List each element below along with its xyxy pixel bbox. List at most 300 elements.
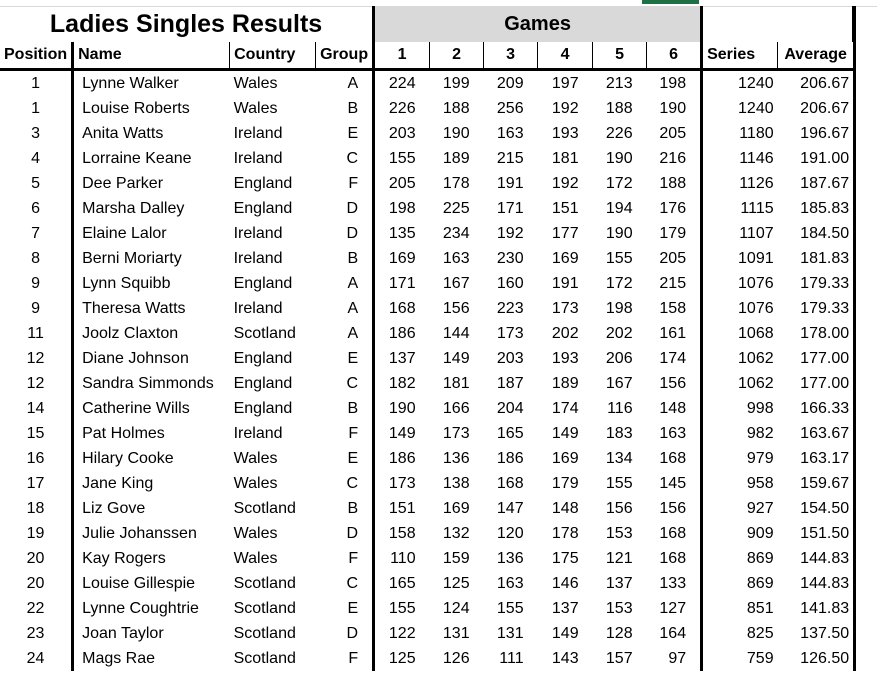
position-cell[interactable]: 1 [0, 70, 73, 97]
country-cell[interactable]: Scotland [233, 575, 296, 592]
game-4-cell[interactable]: 177 [551, 225, 579, 242]
game-2-cell[interactable]: 159 [442, 550, 470, 567]
game-5-cell[interactable]: 156 [605, 500, 633, 517]
name-cell[interactable]: Louise Gillespie [82, 575, 196, 592]
series-cell[interactable]: 1076 [738, 275, 774, 292]
group-cell[interactable]: F [316, 546, 374, 571]
game-5-cell[interactable]: 188 [605, 100, 633, 117]
game-2-cell[interactable]: 126 [442, 650, 470, 667]
group-cell[interactable]: D [316, 521, 374, 546]
game-1-cell[interactable]: 168 [388, 300, 416, 317]
header-group[interactable]: Group [316, 42, 374, 70]
game-1-cell[interactable]: 198 [388, 200, 416, 217]
game-2-cell[interactable]: 188 [442, 100, 470, 117]
game-6-cell[interactable]: 188 [647, 171, 702, 196]
game-6-cell[interactable]: 198 [647, 70, 702, 97]
position-cell[interactable]: 17 [0, 471, 73, 496]
game-6-cell[interactable]: 168 [647, 546, 702, 571]
game-5-cell[interactable]: 153 [605, 525, 633, 542]
game-5-cell[interactable]: 206 [605, 350, 633, 367]
average-cell[interactable]: 187.67 [778, 171, 855, 196]
series-cell[interactable]: 1062 [738, 375, 774, 392]
game-4-cell[interactable]: 179 [551, 475, 579, 492]
game-6-cell[interactable]: 156 [647, 371, 702, 396]
name-cell[interactable]: Berni Moriarty [82, 250, 182, 267]
game-3-cell[interactable]: 163 [496, 125, 524, 142]
series-cell[interactable]: 1091 [738, 250, 774, 267]
game-1-cell[interactable]: 190 [388, 400, 416, 417]
game-2-cell[interactable]: 199 [442, 75, 470, 92]
game-1-cell[interactable]: 224 [388, 75, 416, 92]
name-cell[interactable]: Louise Roberts [82, 100, 190, 117]
game-6-cell[interactable]: 215 [647, 271, 702, 296]
position-cell[interactable]: 18 [0, 496, 73, 521]
name-cell[interactable]: Marsha Dalley [82, 200, 185, 217]
header-average[interactable]: Average [778, 42, 855, 70]
country-cell[interactable]: Wales [233, 450, 278, 467]
average-cell[interactable]: 184.50 [778, 221, 855, 246]
name-cell[interactable]: Joan Taylor [82, 625, 164, 642]
game-2-cell[interactable]: 169 [442, 500, 470, 517]
average-cell[interactable]: 151.50 [778, 521, 855, 546]
country-cell[interactable]: Scotland [233, 500, 296, 517]
group-cell[interactable]: C [316, 371, 374, 396]
series-cell[interactable]: 869 [746, 550, 774, 567]
game-6-cell[interactable]: 161 [647, 321, 702, 346]
game-1-cell[interactable]: 182 [388, 375, 416, 392]
country-cell[interactable]: Ireland [233, 125, 283, 142]
game-6-cell[interactable]: 158 [647, 296, 702, 321]
game-5-cell[interactable]: 194 [605, 200, 633, 217]
game-2-cell[interactable]: 132 [442, 525, 470, 542]
average-cell[interactable]: 177.00 [778, 371, 855, 396]
country-cell[interactable]: Ireland [233, 425, 283, 442]
country-cell[interactable]: Wales [233, 525, 278, 542]
group-cell[interactable]: B [316, 96, 374, 121]
game-5-cell[interactable]: 167 [605, 375, 633, 392]
header-name[interactable]: Name [73, 42, 230, 70]
group-cell[interactable]: F [316, 646, 374, 671]
name-cell[interactable]: Lynne Walker [82, 75, 179, 92]
game-4-cell[interactable]: 192 [551, 100, 579, 117]
position-cell[interactable]: 6 [0, 196, 73, 221]
series-cell[interactable]: 909 [746, 525, 774, 542]
game-5-cell[interactable]: 213 [605, 75, 633, 92]
game-5-cell[interactable]: 155 [605, 475, 633, 492]
name-cell[interactable]: Theresa Watts [82, 300, 186, 317]
name-cell[interactable]: Joolz Claxton [82, 325, 179, 342]
name-cell[interactable]: Kay Rogers [82, 550, 166, 567]
position-cell[interactable]: 9 [0, 271, 73, 296]
game-1-cell[interactable]: 226 [388, 100, 416, 117]
average-cell[interactable]: 191.00 [778, 146, 855, 171]
game-6-cell[interactable]: 168 [647, 446, 702, 471]
name-cell[interactable]: Julie Johanssen [82, 525, 197, 542]
group-cell[interactable]: D [316, 221, 374, 246]
position-cell[interactable]: 4 [0, 146, 73, 171]
series-cell[interactable]: 1107 [739, 225, 774, 242]
group-cell[interactable]: B [316, 396, 374, 421]
series-cell[interactable]: 1180 [739, 125, 774, 142]
position-cell[interactable]: 5 [0, 171, 73, 196]
country-cell[interactable]: England [233, 275, 293, 292]
group-cell[interactable]: A [316, 70, 374, 97]
game-1-cell[interactable]: 137 [388, 350, 416, 367]
game-4-cell[interactable]: 197 [551, 75, 579, 92]
game-3-cell[interactable]: 136 [496, 550, 524, 567]
game-1-cell[interactable]: 125 [388, 650, 416, 667]
average-cell[interactable]: 181.83 [778, 246, 855, 271]
name-cell[interactable]: Lynn Squibb [82, 275, 171, 292]
game-3-cell[interactable]: 120 [496, 525, 524, 542]
game-5-cell[interactable]: 121 [605, 550, 633, 567]
name-cell[interactable]: Lynne Coughtrie [82, 600, 199, 617]
position-cell[interactable]: 3 [0, 121, 73, 146]
game-3-cell[interactable]: 204 [496, 400, 524, 417]
game-3-cell[interactable]: 215 [496, 150, 524, 167]
game-1-cell[interactable]: 135 [388, 225, 416, 242]
country-cell[interactable]: England [233, 400, 293, 417]
average-cell[interactable]: 159.67 [778, 471, 855, 496]
game-1-cell[interactable]: 169 [388, 250, 416, 267]
average-cell[interactable]: 166.33 [778, 396, 855, 421]
position-cell[interactable]: 20 [0, 571, 73, 596]
games-header[interactable]: Games [374, 6, 702, 42]
average-cell[interactable]: 144.83 [778, 546, 855, 571]
game-6-cell[interactable]: 164 [647, 621, 702, 646]
game-6-cell[interactable]: 176 [647, 196, 702, 221]
game-5-cell[interactable]: 137 [605, 575, 633, 592]
game-3-cell[interactable]: 163 [496, 575, 524, 592]
series-cell[interactable]: 1126 [739, 175, 774, 192]
game-6-cell[interactable]: 127 [647, 596, 702, 621]
country-cell[interactable]: Wales [233, 75, 278, 92]
game-3-cell[interactable]: 256 [496, 100, 524, 117]
name-cell[interactable]: Mags Rae [82, 650, 156, 667]
game-3-cell[interactable]: 111 [499, 650, 524, 667]
game-4-cell[interactable]: 202 [551, 325, 579, 342]
header-game-6[interactable]: 6 [647, 42, 702, 70]
average-cell[interactable]: 179.33 [778, 271, 855, 296]
game-3-cell[interactable]: 147 [496, 500, 524, 517]
game-3-cell[interactable]: 230 [496, 250, 524, 267]
game-3-cell[interactable]: 191 [496, 175, 524, 192]
name-cell[interactable]: Elaine Lalor [82, 225, 167, 242]
country-cell[interactable]: Scotland [233, 600, 296, 617]
country-cell[interactable]: Wales [233, 475, 278, 492]
position-cell[interactable]: 12 [0, 371, 73, 396]
game-4-cell[interactable]: 173 [551, 300, 579, 317]
game-6-cell[interactable]: 97 [647, 646, 702, 671]
game-2-cell[interactable]: 156 [442, 300, 470, 317]
group-cell[interactable]: E [316, 121, 374, 146]
series-cell[interactable]: 927 [746, 500, 774, 517]
country-cell[interactable]: England [233, 200, 293, 217]
game-6-cell[interactable]: 216 [647, 146, 702, 171]
game-2-cell[interactable]: 138 [442, 475, 470, 492]
game-5-cell[interactable]: 116 [607, 400, 633, 417]
game-4-cell[interactable]: 191 [551, 275, 579, 292]
position-cell[interactable]: 15 [0, 421, 73, 446]
game-6-cell[interactable]: 205 [647, 121, 702, 146]
name-cell[interactable]: Diane Johnson [82, 350, 189, 367]
game-4-cell[interactable]: 149 [551, 625, 579, 642]
game-3-cell[interactable]: 155 [496, 600, 524, 617]
header-game-2[interactable]: 2 [430, 42, 484, 70]
group-cell[interactable]: A [316, 296, 374, 321]
header-game-1[interactable]: 1 [374, 42, 430, 70]
game-4-cell[interactable]: 137 [551, 600, 579, 617]
game-6-cell[interactable]: 163 [647, 421, 702, 446]
group-cell[interactable]: A [316, 271, 374, 296]
game-2-cell[interactable]: 124 [442, 600, 470, 617]
game-1-cell[interactable]: 110 [390, 550, 416, 567]
name-cell[interactable]: Anita Watts [82, 125, 164, 142]
game-4-cell[interactable]: 192 [551, 175, 579, 192]
game-2-cell[interactable]: 166 [442, 400, 470, 417]
game-1-cell[interactable]: 158 [388, 525, 416, 542]
game-4-cell[interactable]: 148 [551, 500, 579, 517]
game-6-cell[interactable]: 148 [647, 396, 702, 421]
game-2-cell[interactable]: 190 [442, 125, 470, 142]
game-5-cell[interactable]: 128 [605, 625, 633, 642]
game-3-cell[interactable]: 160 [496, 275, 524, 292]
group-cell[interactable]: C [316, 471, 374, 496]
average-cell[interactable]: 126.50 [778, 646, 855, 671]
game-2-cell[interactable]: 167 [442, 275, 470, 292]
game-1-cell[interactable]: 205 [388, 175, 416, 192]
game-4-cell[interactable]: 178 [551, 525, 579, 542]
series-cell[interactable]: 1115 [740, 200, 774, 217]
country-cell[interactable]: Scotland [233, 625, 296, 642]
game-2-cell[interactable]: 189 [442, 150, 470, 167]
series-cell[interactable]: 1240 [738, 100, 774, 117]
page-title[interactable]: Ladies Singles Results [49, 10, 323, 38]
blank-header-cell[interactable] [702, 6, 855, 42]
series-cell[interactable]: 1068 [738, 325, 774, 342]
game-6-cell[interactable]: 174 [647, 346, 702, 371]
group-cell[interactable]: D [316, 196, 374, 221]
game-4-cell[interactable]: 193 [551, 125, 579, 142]
game-6-cell[interactable]: 205 [647, 246, 702, 271]
country-cell[interactable]: Scotland [233, 650, 296, 667]
header-game-3[interactable]: 3 [484, 42, 538, 70]
series-cell[interactable]: 825 [746, 625, 774, 642]
group-cell[interactable]: C [316, 571, 374, 596]
game-3-cell[interactable]: 171 [496, 200, 524, 217]
header-country[interactable]: Country [230, 42, 316, 70]
game-5-cell[interactable]: 183 [605, 425, 633, 442]
game-5-cell[interactable]: 172 [605, 175, 633, 192]
game-2-cell[interactable]: 144 [442, 325, 470, 342]
position-cell[interactable]: 12 [0, 346, 73, 371]
country-cell[interactable]: Ireland [233, 150, 283, 167]
average-cell[interactable]: 137.50 [778, 621, 855, 646]
group-cell[interactable]: D [316, 621, 374, 646]
series-cell[interactable]: 869 [746, 575, 774, 592]
name-cell[interactable]: Hilary Cooke [82, 450, 174, 467]
game-2-cell[interactable]: 136 [442, 450, 470, 467]
series-cell[interactable]: 1240 [738, 75, 774, 92]
position-cell[interactable]: 19 [0, 521, 73, 546]
game-5-cell[interactable]: 157 [605, 650, 633, 667]
header-game-4[interactable]: 4 [538, 42, 593, 70]
position-cell[interactable]: 16 [0, 446, 73, 471]
game-6-cell[interactable]: 168 [647, 521, 702, 546]
game-3-cell[interactable]: 173 [496, 325, 524, 342]
average-cell[interactable]: 185.83 [778, 196, 855, 221]
game-2-cell[interactable]: 178 [442, 175, 470, 192]
game-4-cell[interactable]: 189 [551, 375, 579, 392]
game-3-cell[interactable]: 131 [496, 625, 524, 642]
country-cell[interactable]: England [233, 375, 293, 392]
series-cell[interactable]: 982 [746, 425, 774, 442]
average-cell[interactable]: 144.83 [778, 571, 855, 596]
position-cell[interactable]: 23 [0, 621, 73, 646]
game-3-cell[interactable]: 192 [496, 225, 524, 242]
game-1-cell[interactable]: 151 [388, 500, 416, 517]
game-4-cell[interactable]: 146 [551, 575, 579, 592]
average-cell[interactable]: 196.67 [778, 121, 855, 146]
series-cell[interactable]: 1076 [738, 300, 774, 317]
game-4-cell[interactable]: 175 [551, 550, 579, 567]
name-cell[interactable]: Pat Holmes [82, 425, 165, 442]
header-game-5[interactable]: 5 [593, 42, 647, 70]
game-5-cell[interactable]: 155 [605, 250, 633, 267]
header-position[interactable]: Position [0, 42, 73, 70]
series-cell[interactable]: 1146 [739, 150, 774, 167]
series-cell[interactable]: 851 [746, 600, 774, 617]
country-cell[interactable]: Scotland [233, 325, 296, 342]
position-cell[interactable]: 8 [0, 246, 73, 271]
game-5-cell[interactable]: 153 [605, 600, 633, 617]
country-cell[interactable]: Wales [233, 100, 278, 117]
header-series[interactable]: Series [702, 42, 778, 70]
game-2-cell[interactable]: 149 [442, 350, 470, 367]
group-cell[interactable]: E [316, 446, 374, 471]
series-cell[interactable]: 979 [746, 450, 774, 467]
game-6-cell[interactable]: 145 [647, 471, 702, 496]
game-3-cell[interactable]: 209 [496, 75, 524, 92]
game-4-cell[interactable]: 149 [551, 425, 579, 442]
game-2-cell[interactable]: 173 [442, 425, 470, 442]
average-cell[interactable]: 163.67 [778, 421, 855, 446]
average-cell[interactable]: 141.83 [778, 596, 855, 621]
game-2-cell[interactable]: 163 [442, 250, 470, 267]
name-cell[interactable]: Liz Gove [82, 500, 146, 517]
game-2-cell[interactable]: 131 [442, 625, 470, 642]
game-5-cell[interactable]: 190 [605, 150, 633, 167]
game-3-cell[interactable]: 223 [496, 300, 524, 317]
group-cell[interactable]: A [316, 321, 374, 346]
series-cell[interactable]: 998 [746, 400, 774, 417]
game-1-cell[interactable]: 165 [388, 575, 416, 592]
country-cell[interactable]: England [233, 350, 293, 367]
position-cell[interactable]: 20 [0, 546, 73, 571]
game-1-cell[interactable]: 155 [388, 150, 416, 167]
country-cell[interactable]: Ireland [233, 250, 283, 267]
game-3-cell[interactable]: 203 [496, 350, 524, 367]
game-2-cell[interactable]: 234 [442, 225, 470, 242]
position-cell[interactable]: 1 [0, 96, 73, 121]
country-cell[interactable]: Ireland [233, 225, 283, 242]
game-3-cell[interactable]: 168 [496, 475, 524, 492]
game-6-cell[interactable]: 190 [647, 96, 702, 121]
position-cell[interactable]: 11 [0, 321, 73, 346]
game-5-cell[interactable]: 226 [605, 125, 633, 142]
average-cell[interactable]: 206.67 [778, 96, 855, 121]
country-cell[interactable]: Ireland [233, 300, 283, 317]
group-cell[interactable]: E [316, 346, 374, 371]
group-cell[interactable]: F [316, 421, 374, 446]
game-4-cell[interactable]: 169 [551, 450, 579, 467]
name-cell[interactable]: Dee Parker [82, 175, 164, 192]
name-cell[interactable]: Jane King [82, 475, 154, 492]
game-4-cell[interactable]: 181 [551, 150, 579, 167]
game-6-cell[interactable]: 179 [647, 221, 702, 246]
game-5-cell[interactable]: 190 [605, 225, 633, 242]
group-cell[interactable]: F [316, 171, 374, 196]
position-cell[interactable]: 7 [0, 221, 73, 246]
game-6-cell[interactable]: 156 [647, 496, 702, 521]
position-cell[interactable]: 22 [0, 596, 73, 621]
series-cell[interactable]: 1062 [738, 350, 774, 367]
average-cell[interactable]: 206.67 [778, 70, 855, 97]
group-cell[interactable]: E [316, 596, 374, 621]
game-1-cell[interactable]: 171 [388, 275, 416, 292]
game-2-cell[interactable]: 125 [442, 575, 470, 592]
average-cell[interactable]: 154.50 [778, 496, 855, 521]
game-4-cell[interactable]: 193 [551, 350, 579, 367]
game-5-cell[interactable]: 134 [605, 450, 633, 467]
name-cell[interactable]: Catherine Wills [82, 400, 190, 417]
position-cell[interactable]: 24 [0, 646, 73, 671]
game-2-cell[interactable]: 225 [442, 200, 470, 217]
country-cell[interactable]: Wales [233, 550, 278, 567]
group-cell[interactable]: B [316, 496, 374, 521]
position-cell[interactable]: 9 [0, 296, 73, 321]
group-cell[interactable]: C [316, 146, 374, 171]
average-cell[interactable]: 163.17 [778, 446, 855, 471]
game-6-cell[interactable]: 133 [647, 571, 702, 596]
average-cell[interactable]: 179.33 [778, 296, 855, 321]
game-1-cell[interactable]: 186 [388, 450, 416, 467]
game-3-cell[interactable]: 186 [496, 450, 524, 467]
game-5-cell[interactable]: 202 [605, 325, 633, 342]
country-cell[interactable]: England [233, 175, 293, 192]
game-2-cell[interactable]: 181 [442, 375, 470, 392]
game-1-cell[interactable]: 186 [388, 325, 416, 342]
game-4-cell[interactable]: 169 [551, 250, 579, 267]
game-5-cell[interactable]: 198 [605, 300, 633, 317]
game-4-cell[interactable]: 143 [551, 650, 579, 667]
game-3-cell[interactable]: 187 [496, 375, 524, 392]
group-cell[interactable]: B [316, 246, 374, 271]
average-cell[interactable]: 177.00 [778, 346, 855, 371]
game-1-cell[interactable]: 155 [388, 600, 416, 617]
name-cell[interactable]: Sandra Simmonds [82, 375, 214, 392]
position-cell[interactable]: 14 [0, 396, 73, 421]
game-1-cell[interactable]: 203 [388, 125, 416, 142]
average-cell[interactable]: 178.00 [778, 321, 855, 346]
game-1-cell[interactable]: 173 [388, 475, 416, 492]
game-1-cell[interactable]: 149 [388, 425, 416, 442]
game-4-cell[interactable]: 151 [551, 200, 579, 217]
name-cell[interactable]: Lorraine Keane [82, 150, 192, 167]
series-cell[interactable]: 958 [746, 475, 774, 492]
series-cell[interactable]: 759 [746, 650, 774, 667]
game-5-cell[interactable]: 172 [605, 275, 633, 292]
